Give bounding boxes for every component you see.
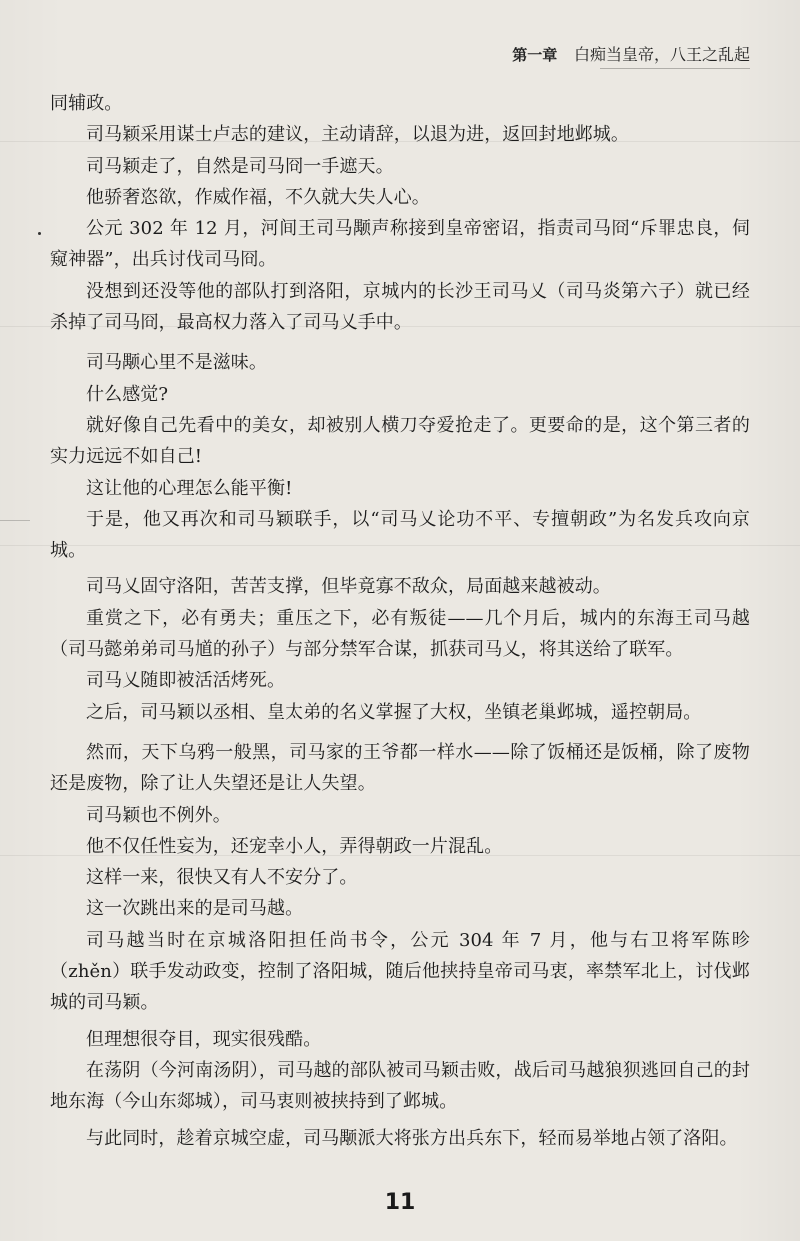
header-rule bbox=[600, 68, 750, 69]
paragraph: 司马乂随即被活活烤死。 bbox=[86, 670, 286, 692]
paragraph: 与此同时，趁着京城空虚，司马颙派大将张方出兵东下，轻而易举地占领了洛阳。 bbox=[86, 1127, 738, 1149]
body-text bbox=[50, 88, 750, 1154]
paragraph: 司马颖走了，自然是司马冏一手遮天。 bbox=[86, 155, 394, 177]
paragraph: 然而，天下乌鸦一般黑，司马家的王爷都一样水——除了饭桶还是饭桶，除了废物还是废物，除了让人失望还是让人失望。 bbox=[50, 741, 750, 795]
paragraph: 没想到还没等他的部队打到洛阳，京城内的长沙王司马乂（司马炎第六子）就已经杀掉了司马冏，最高权力落入了司马乂手中。 bbox=[50, 280, 750, 334]
paragraph: 司马颖也不例外。 bbox=[86, 804, 231, 826]
paragraph: 就好像自己先看中的美女，却被别人横刀夺爱抢走了。更要命的是，这个第三者的实力远远不如自己! bbox=[50, 414, 750, 468]
paragraph: 同辅政。 bbox=[50, 93, 123, 114]
page-number: 11 bbox=[384, 1190, 416, 1215]
paragraph: 司马越当时在京城洛阳担任尚书令，公元 304 年 7 月，他与右卫将军陈昣（zhěn）联手发动政变，控制了洛阳城，随后他挟持皇帝司马衷，率禁军北上，讨伐邺城的司马颖。 bbox=[50, 929, 750, 1014]
margin-mark bbox=[0, 520, 30, 521]
chapter-label: 第一章 bbox=[512, 46, 558, 64]
margin-dot bbox=[38, 232, 41, 235]
paragraph: 这让他的心理怎么能平衡! bbox=[86, 477, 293, 499]
paragraph: 他不仅任性妄为，还宠幸小人，弄得朝政一片混乱。 bbox=[86, 835, 503, 857]
paragraph: 之后，司马颖以丞相、皇太弟的名义掌握了大权，坐镇老巢邺城，遥控朝局。 bbox=[86, 701, 702, 723]
paragraph: 重赏之下，必有勇夫；重压之下，必有叛徒——几个月后，城内的东海王司马越（司马懿弟弟司马馗的孙子）与部分禁军合谋，抓获司马乂，将其送给了联军。 bbox=[50, 607, 750, 661]
paragraph: 公元 302 年 12 月，河间王司马颙声称接到皇帝密诏，指责司马冏“斥罪忠良，伺窥神器”，出兵讨伐司马冏。 bbox=[50, 218, 750, 271]
paragraph: 在荡阴（今河南汤阴），司马越的部队被司马颖击败，战后司马越狼狈逃回自己的封地东海（今山东郯城），司马衷则被挟持到了邺城。 bbox=[50, 1059, 750, 1113]
paragraph: 什么感觉? bbox=[86, 383, 169, 405]
paragraph: 司马乂固守洛阳，苦苦支撑，但毕竟寡不敌众，局面越来越被动。 bbox=[86, 576, 611, 598]
paragraph: 司马颙心里不是滋味。 bbox=[86, 352, 267, 374]
paragraph: 但理想很夺目，现实很残酷。 bbox=[86, 1028, 322, 1050]
paragraph: 他骄奢恣欲，作威作福，不久就大失人心。 bbox=[86, 186, 430, 208]
paragraph: 于是，他又再次和司马颖联手，以“司马乂论功不平、专擅朝政”为名发兵攻向京城。 bbox=[50, 508, 750, 562]
paragraph: 司马颖采用谋士卢志的建议，主动请辞，以退为进，返回封地邺城。 bbox=[86, 124, 629, 146]
running-header bbox=[512, 42, 750, 65]
paragraph: 这一次跳出来的是司马越。 bbox=[86, 898, 304, 920]
paragraph: 这样一来，很快又有人不安分了。 bbox=[86, 867, 358, 889]
chapter-title: 白痴当皇帝，八王之乱起 bbox=[573, 45, 750, 64]
